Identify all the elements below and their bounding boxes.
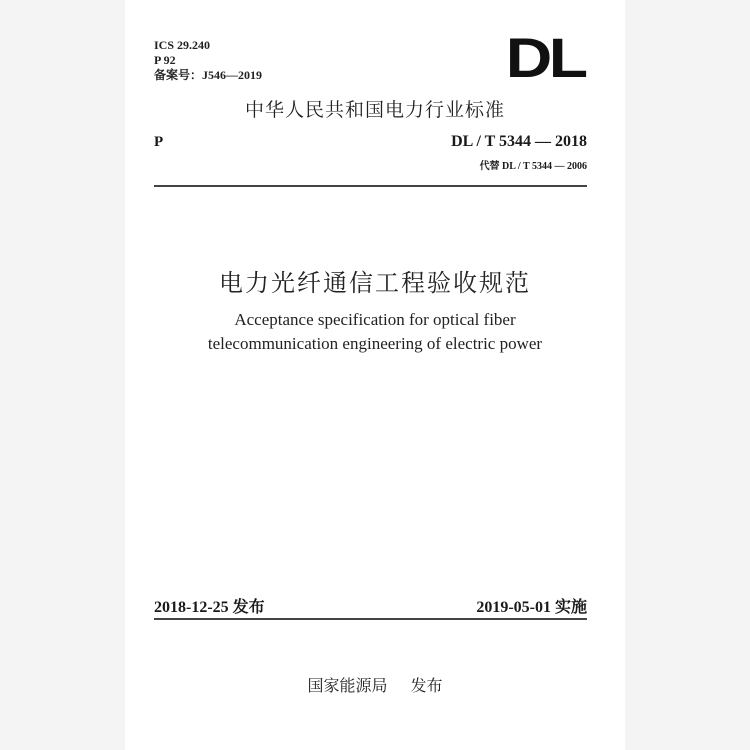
standard-type: 中华人民共和国电力行业标准 bbox=[244, 99, 505, 121]
title-chinese: 电力光纤通信工程验收规范 bbox=[219, 269, 531, 297]
header-divider bbox=[154, 185, 587, 187]
standard-number: DL / T 5344 — 2018 bbox=[451, 133, 587, 150]
issue-date: 2018-12-25 发布 bbox=[154, 599, 265, 616]
publisher: 国家能源局 发布 bbox=[307, 676, 443, 695]
title-english-line-2: telecommunication engineering of electric power bbox=[207, 334, 543, 353]
right-margin bbox=[625, 0, 750, 750]
p-code: P 92 bbox=[154, 53, 176, 67]
left-margin bbox=[0, 0, 125, 750]
replaces-standard: 代替 DL / T 5344 — 2006 bbox=[479, 161, 587, 172]
classification-code: P bbox=[154, 134, 164, 150]
record-number: 备案号：J546—2019 bbox=[154, 68, 263, 82]
implementation-date: 2019-05-01 实施 bbox=[476, 599, 587, 616]
dl-logo: DL bbox=[506, 26, 585, 89]
footer-divider bbox=[154, 618, 587, 620]
title-english-line-1: Acceptance specification for optical fiber bbox=[234, 310, 516, 329]
cover-sheet bbox=[125, 0, 625, 750]
ics-code: ICS 29.240 bbox=[154, 38, 211, 52]
